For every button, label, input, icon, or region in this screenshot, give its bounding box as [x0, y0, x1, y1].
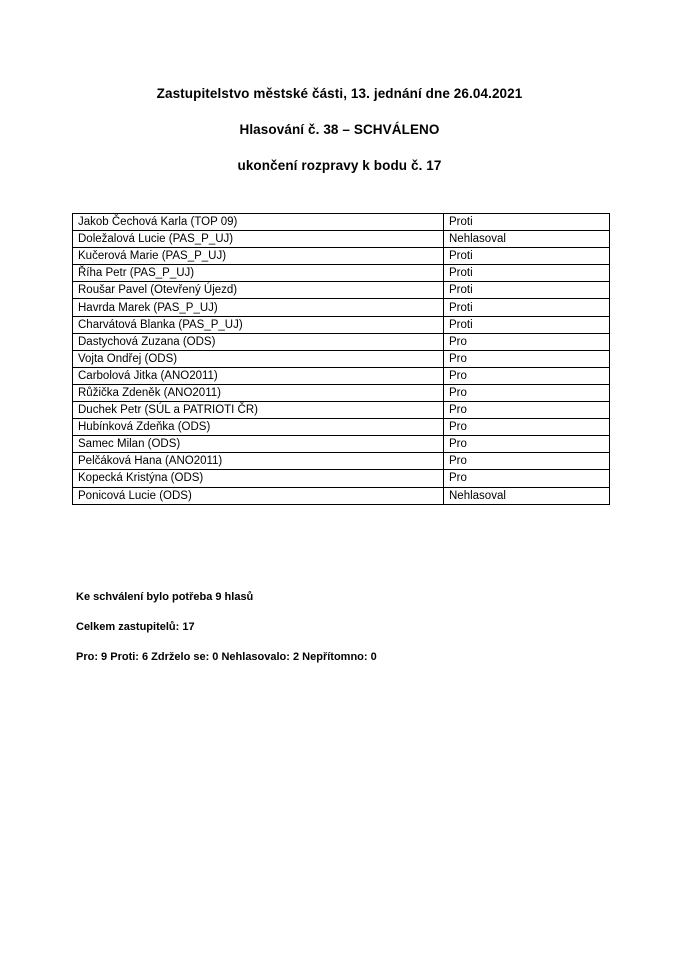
vote-subject-heading: ukončení rozpravy k bodu č. 17 [237, 158, 442, 173]
vote-result-heading: Hlasování č. 38 – SCHVÁLENO [239, 122, 440, 137]
member-name-cell: Duchek Petr (SÚL a PATRIOTI ČR) [73, 402, 444, 419]
vote-cell: Pro [444, 453, 610, 470]
table-row [73, 248, 610, 265]
vote-cell: Proti [444, 214, 610, 231]
vote-cell: Proti [444, 282, 610, 299]
vote-cell: Proti [444, 299, 610, 316]
vote-table [72, 213, 610, 505]
table-row [73, 214, 610, 231]
member-name-cell: Vojta Ondřej (ODS) [73, 350, 444, 367]
vote-cell: Pro [444, 333, 610, 350]
document-header [0, 76, 679, 184]
member-name-cell: Ponicová Lucie (ODS) [73, 487, 444, 504]
table-row [73, 367, 610, 384]
table-row [73, 487, 610, 504]
member-name-cell: Carbolová Jitka (ANO2011) [73, 367, 444, 384]
vote-cell: Pro [444, 350, 610, 367]
vote-cell: Proti [444, 316, 610, 333]
table-row [73, 470, 610, 487]
vote-cell: Nehlasoval [444, 231, 610, 248]
table-row [73, 282, 610, 299]
meeting-title: Zastupitelstvo městské části, 13. jednání dne 26.04.2021 [156, 86, 523, 101]
member-name-cell: Havrda Marek (PAS_P_UJ) [73, 299, 444, 316]
member-name-cell: Jakob Čechová Karla (TOP 09) [73, 214, 444, 231]
member-name-cell: Říha Petr (PAS_P_UJ) [73, 265, 444, 282]
member-name-cell: Charvátová Blanka (PAS_P_UJ) [73, 316, 444, 333]
vote-cell: Proti [444, 265, 610, 282]
member-name-cell: Pelčáková Hana (ANO2011) [73, 453, 444, 470]
required-votes-line: Ke schválení bylo potřeba 9 hlasů [76, 591, 254, 603]
member-name-cell: Růžička Zdeněk (ANO2011) [73, 384, 444, 401]
member-name-cell: Roušar Pavel (Otevřený Újezd) [73, 282, 444, 299]
vote-cell: Nehlasoval [444, 487, 610, 504]
table-row [73, 316, 610, 333]
member-name-cell: Dastychová Zuzana (ODS) [73, 333, 444, 350]
member-name-cell: Kučerová Marie (PAS_P_UJ) [73, 248, 444, 265]
vote-cell: Proti [444, 248, 610, 265]
table-row [73, 231, 610, 248]
table-row [73, 333, 610, 350]
table-row [73, 402, 610, 419]
member-name-cell: Samec Milan (ODS) [73, 436, 444, 453]
vote-tally-line: Pro: 9 Proti: 6 Zdrželo se: 0 Nehlasovalo: 2 Nepřítomno: 0 [76, 651, 377, 663]
member-name-cell: Doležalová Lucie (PAS_P_UJ) [73, 231, 444, 248]
table-row [73, 265, 610, 282]
member-name-cell: Hubínková Zdeňka (ODS) [73, 419, 444, 436]
table-row [73, 350, 610, 367]
vote-cell: Pro [444, 470, 610, 487]
vote-cell: Pro [444, 419, 610, 436]
vote-cell: Pro [444, 367, 610, 384]
table-row [73, 436, 610, 453]
vote-cell: Pro [444, 384, 610, 401]
table-row [73, 453, 610, 470]
table-row [73, 419, 610, 436]
vote-cell: Pro [444, 436, 610, 453]
member-name-cell: Kopecká Kristýna (ODS) [73, 470, 444, 487]
table-row [73, 384, 610, 401]
total-members-line: Celkem zastupitelů: 17 [76, 621, 195, 633]
table-row [73, 299, 610, 316]
vote-cell: Pro [444, 402, 610, 419]
vote-summary [76, 582, 596, 672]
vote-table-body [73, 214, 610, 505]
